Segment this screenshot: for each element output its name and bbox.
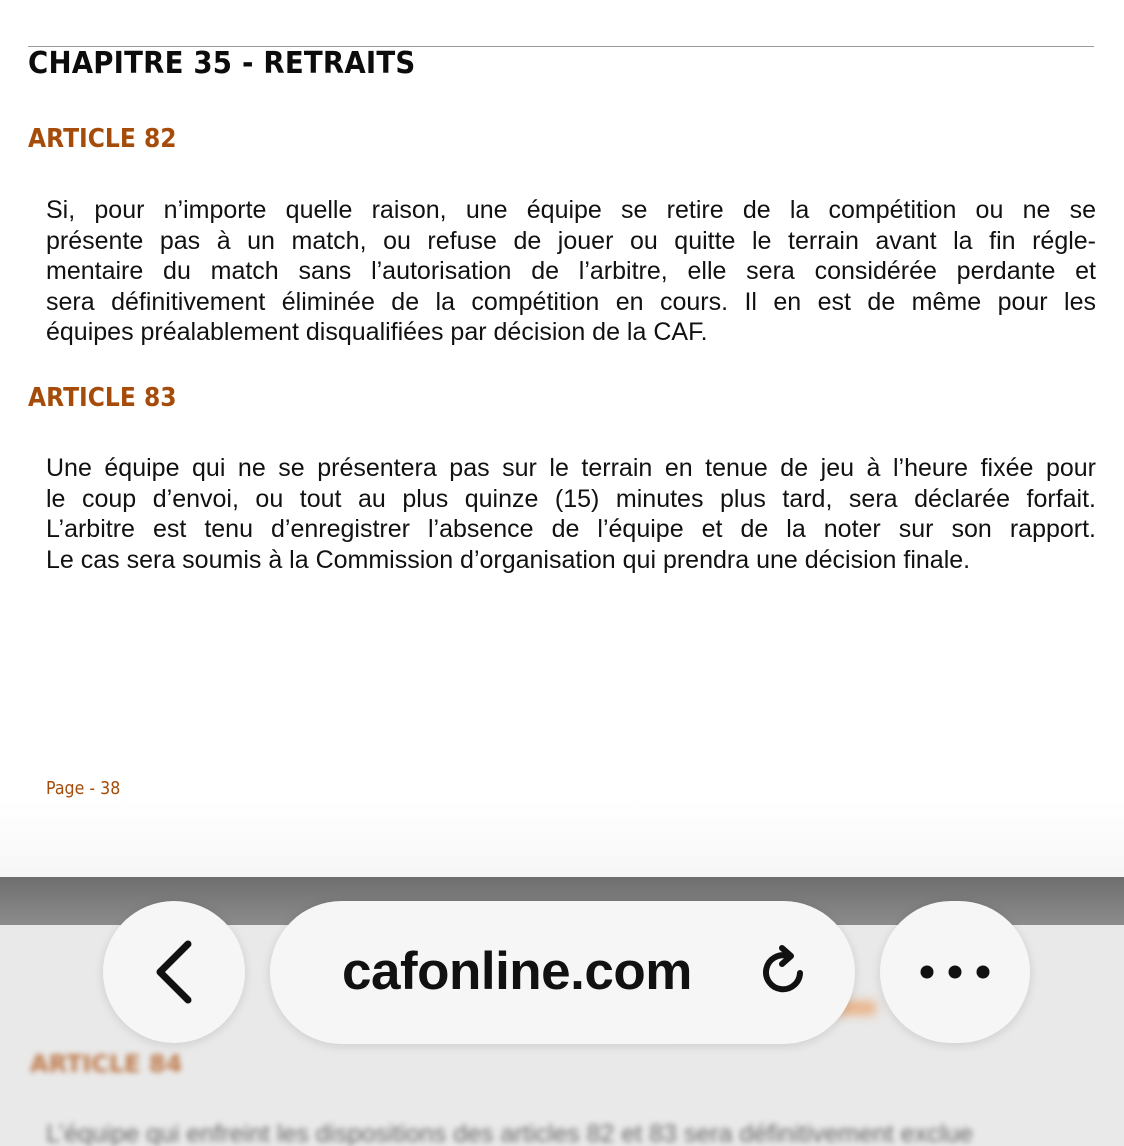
article-82-body	[46, 195, 1096, 348]
more-dots-icon	[919, 964, 991, 980]
text-line: L’arbitre est tenu d’enregistrer l’absence de l’équipe et de la noter sur son rapport.	[46, 515, 1096, 543]
next-article-text: L’équipe qui enfreint les dispositions des articles 82 et 83 sera définitivement exclue	[46, 1120, 973, 1146]
text-line: Le cas sera soumis à la Commission d’organisation qui prendra une décision finale.	[46, 545, 971, 574]
url-text[interactable]: cafonline.com	[342, 942, 692, 1001]
article-83-heading: ARTICLE 83	[28, 383, 177, 413]
back-button[interactable]	[103, 901, 245, 1043]
article-83-body	[46, 453, 1096, 575]
page-bottom-fade	[0, 800, 1124, 880]
next-article-heading: ARTICLE 84	[30, 1050, 183, 1078]
text-line: Une équipe qui ne se présentera pas sur le terrain en tenue de jeu à l’heure fixée pour	[46, 454, 1096, 482]
text-line: Si, pour n’importe quelle raison, une équipe se retire de la compétition ou ne se	[46, 196, 1096, 224]
text-line: le coup d’envoi, ou tout au plus quinze (15) minutes plus tard, sera déclarée forfait.	[46, 484, 1096, 513]
chapter-title: CHAPITRE 35 - RETRAITS	[28, 46, 416, 81]
more-options-button[interactable]	[880, 901, 1030, 1043]
text-line: sera définitivement éliminée de la compétition en cours. Il en est de même pour les	[46, 287, 1096, 316]
address-bar[interactable]	[270, 901, 855, 1044]
article-82-heading: ARTICLE 82	[28, 124, 177, 154]
chevron-left-icon	[152, 938, 196, 1006]
text-line: mentaire du match sans l’autorisation de l’arbitre, elle sera considérée perdante et	[46, 257, 1096, 285]
reload-button[interactable]	[757, 941, 813, 1003]
page-number: Page - 38	[46, 778, 121, 799]
text-line: équipes préalablement disqualifiées par décision de la CAF.	[46, 318, 708, 346]
reload-icon	[758, 943, 812, 1001]
text-line: présente pas à un match, ou refuse de jouer ou quitte le terrain avant la fin régle-	[46, 226, 1096, 255]
